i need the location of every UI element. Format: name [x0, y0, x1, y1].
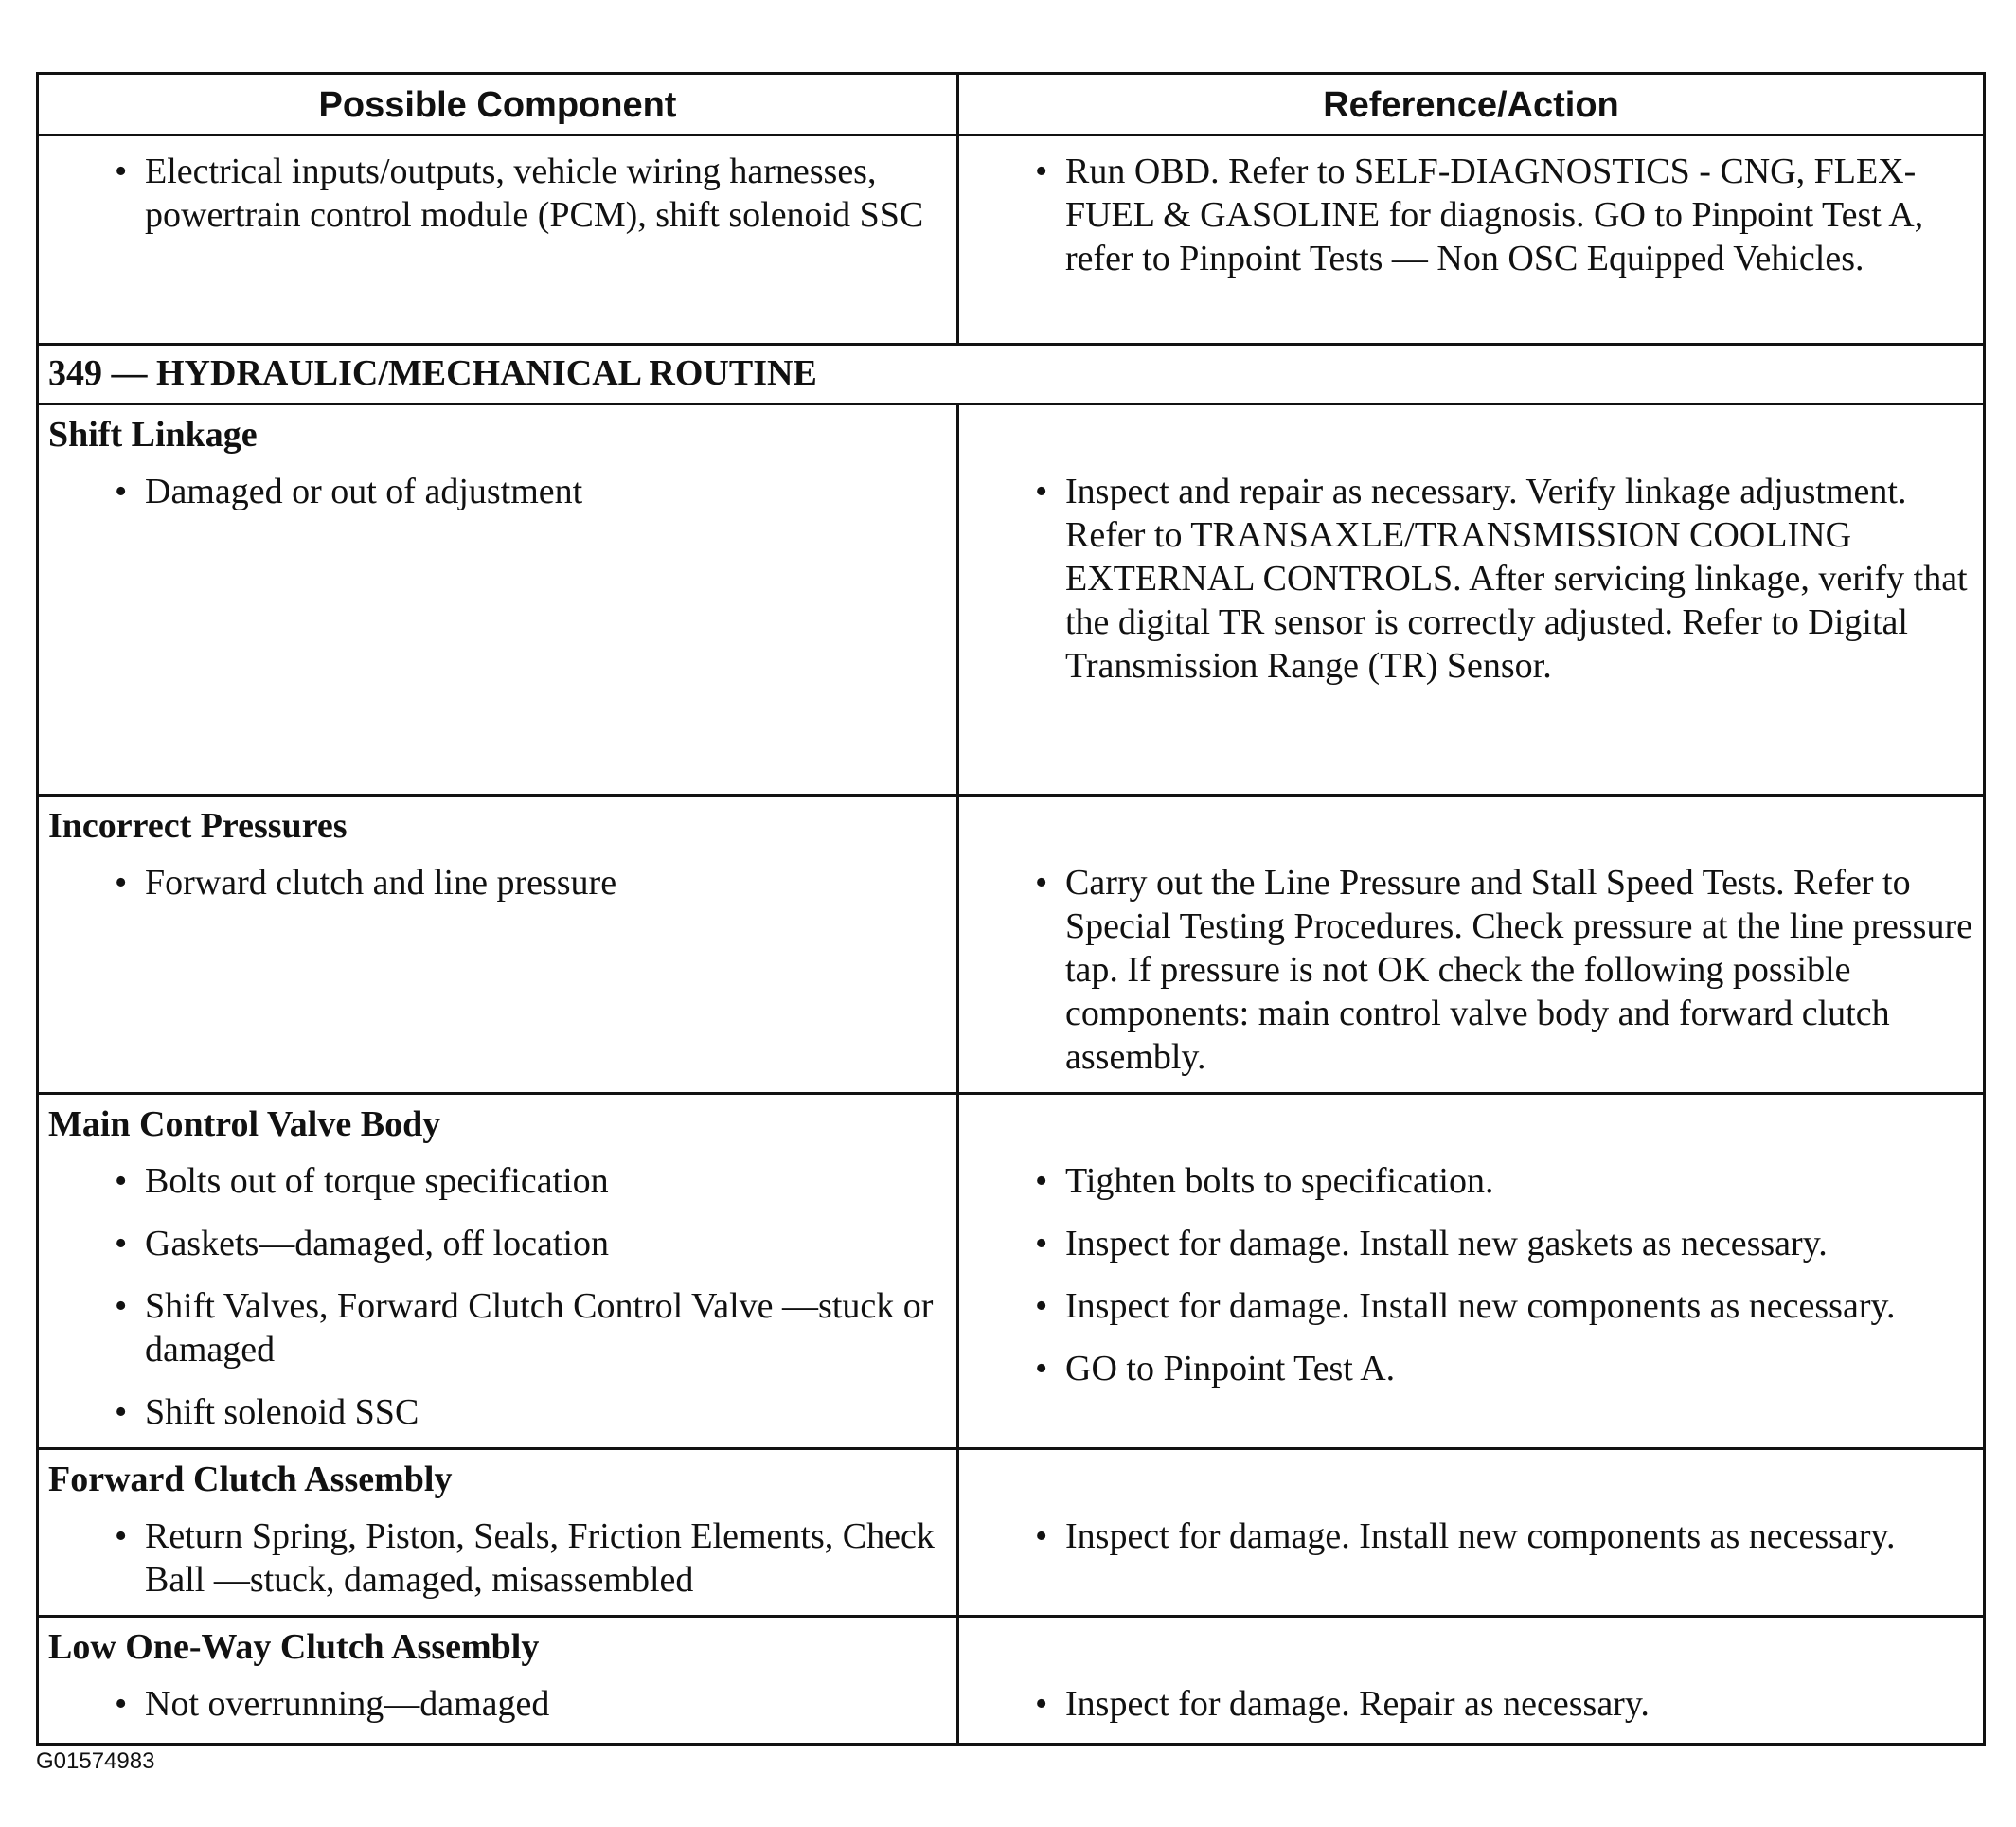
- component-item: • Forward clutch and line pressure: [48, 861, 947, 905]
- section-title: 349 — HYDRAULIC/MECHANICAL ROUTINE: [38, 345, 1985, 404]
- component-item: • Shift solenoid SSC: [48, 1390, 947, 1434]
- action-cell: [958, 1094, 1985, 1449]
- group-row-incorrect-pressures: [38, 796, 1985, 1094]
- action-cell: [958, 404, 1985, 796]
- action-item: • Tighten bolts to specification.: [969, 1159, 1973, 1203]
- component-item: • Electrical inputs/outputs, vehicle wiring harnesses, powertrain control module (PCM), shift solenoid SSC: [48, 150, 947, 237]
- component-cell: [38, 135, 958, 345]
- component-cell: [38, 1094, 958, 1449]
- diagnosis-table: [36, 72, 1986, 1746]
- action-cell: [958, 796, 1985, 1094]
- action-item: • Inspect for damage. Repair as necessary.: [969, 1682, 1973, 1726]
- action-cell: [958, 1617, 1985, 1745]
- header-row: [38, 74, 1985, 135]
- group-title: Shift Linkage: [48, 415, 258, 455]
- component-cell: [38, 1449, 958, 1617]
- component-item: • Not overrunning—damaged: [48, 1682, 947, 1726]
- component-item: • Gaskets—damaged, off location: [48, 1222, 947, 1265]
- group-title: Incorrect Pressures: [48, 806, 348, 846]
- action-item: • Inspect and repair as necessary. Verify linkage adjustment. Refer to TRANSAXLE/TRANSMISSION COOLING EXTERNAL CONTROLS. After servicing linkage, verify that the digital TR sensor is correctly adjusted. Refer to Digital Transmission Range (TR) Sensor.: [969, 470, 1973, 688]
- action-cell: [958, 1449, 1985, 1617]
- action-cell: [958, 135, 1985, 345]
- group-title: Low One-Way Clutch Assembly: [48, 1627, 540, 1667]
- group-row-forward-clutch-assembly: [38, 1449, 1985, 1617]
- group-row-low-one-way-clutch-assembly: [38, 1617, 1985, 1745]
- figure-id: G01574983: [36, 1748, 155, 1774]
- section-header-row: [38, 345, 1985, 404]
- component-item: • Shift Valves, Forward Clutch Control Valve —stuck or damaged: [48, 1284, 947, 1371]
- action-item: • Inspect for damage. Install new components as necessary.: [969, 1284, 1973, 1328]
- component-cell: [38, 1617, 958, 1745]
- group-title: Main Control Valve Body: [48, 1104, 441, 1144]
- header-possible-component: Possible Component: [38, 74, 958, 135]
- component-cell: [38, 796, 958, 1094]
- component-cell: [38, 404, 958, 796]
- component-item: • Damaged or out of adjustment: [48, 470, 947, 513]
- action-item: • Inspect for damage. Install new gaskets as necessary.: [969, 1222, 1973, 1265]
- component-item: • Return Spring, Piston, Seals, Friction Elements, Check Ball —stuck, damaged, misassembled: [48, 1514, 947, 1602]
- table-row: [38, 135, 1985, 345]
- action-item: • Run OBD. Refer to SELF-DIAGNOSTICS - CNG, FLEX-FUEL & GASOLINE for diagnosis. GO to Pinpoint Test A, refer to Pinpoint Tests — Non OSC Equipped Vehicles.: [969, 150, 1973, 280]
- component-item: • Bolts out of torque specification: [48, 1159, 947, 1203]
- action-item: • Inspect for damage. Install new components as necessary.: [969, 1514, 1973, 1558]
- group-row-shift-linkage: [38, 404, 1985, 796]
- group-row-main-control-valve-body: [38, 1094, 1985, 1449]
- action-item: • GO to Pinpoint Test A.: [969, 1347, 1973, 1390]
- action-item: • Carry out the Line Pressure and Stall Speed Tests. Refer to Special Testing Procedures. Check pressure at the line pressure tap. If pressure is not OK check the following possible components: main control valve body and forward clutch assembly.: [969, 861, 1973, 1079]
- header-reference-action: Reference/Action: [958, 74, 1985, 135]
- group-title: Forward Clutch Assembly: [48, 1460, 453, 1499]
